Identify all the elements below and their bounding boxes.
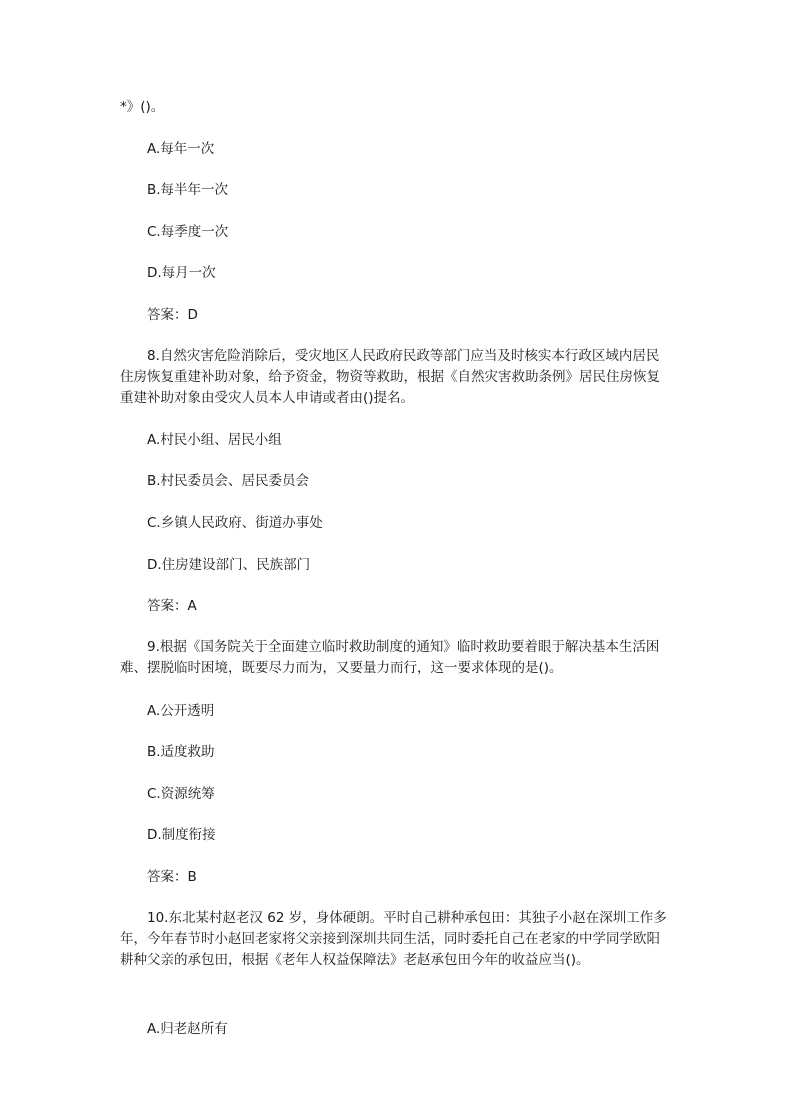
q9-option-b: B.适度救助: [147, 744, 215, 760]
q9-answer: 答案：B: [147, 869, 197, 885]
q8-stem: 8.自然灾害危险消除后，受灾地区人民政府民政等部门应当及时核实本行政区域内居民住房恢复重建补助对象，给予资金，物资等救助，根据《自然灾害救助条例》居民住房恢复重建补助对象由受灾人员本人申请或者由()提名。: [120, 348, 660, 406]
q8-option-c: C.乡镇人民政府、街道办事处: [147, 515, 323, 531]
q8-option-a: A.村民小组、居民小组: [147, 432, 282, 448]
q8-option-b: B.村民委员会、居民委员会: [147, 473, 310, 489]
q7-option-d: D.每月一次: [147, 265, 216, 281]
lead-fragment: *》()。: [120, 99, 165, 115]
q9-stem: 9.根据《国务院关于全面建立临时救助制度的通知》临时救助要着眼于解决基本生活困难、摆脱临时困境，既要尽力而为，又要量力而行，这一要求体现的是()。: [120, 639, 660, 676]
q9-option-c: C.资源统筹: [147, 786, 215, 802]
q7-option-c: C.每季度一次: [147, 224, 229, 240]
q8-answer: 答案：A: [147, 598, 197, 614]
q9-option-d: D.制度衔接: [147, 827, 216, 843]
q7-answer: 答案：D: [147, 307, 198, 323]
q10-option-a: A.归老赵所有: [147, 1021, 228, 1037]
q7-option-b: B.每半年一次: [147, 182, 229, 198]
q10-stem: 10.东北某村赵老汉 62 岁，身体硬朗。平时自己耕种承包田：其独子小赵在深圳工作多年，今年春节时小赵回老家将父亲接到深圳共同生活，同时委托自己在老家的中学同学欧阳耕种父亲的承包田，根据《老年人权益保障法》老赵承包田今年的收益应当()。: [120, 910, 667, 968]
q8-option-d: D.住房建设部门、民族部门: [147, 557, 311, 573]
q7-option-a: A.每年一次: [147, 141, 215, 157]
q9-option-a: A.公开透明: [147, 703, 215, 719]
